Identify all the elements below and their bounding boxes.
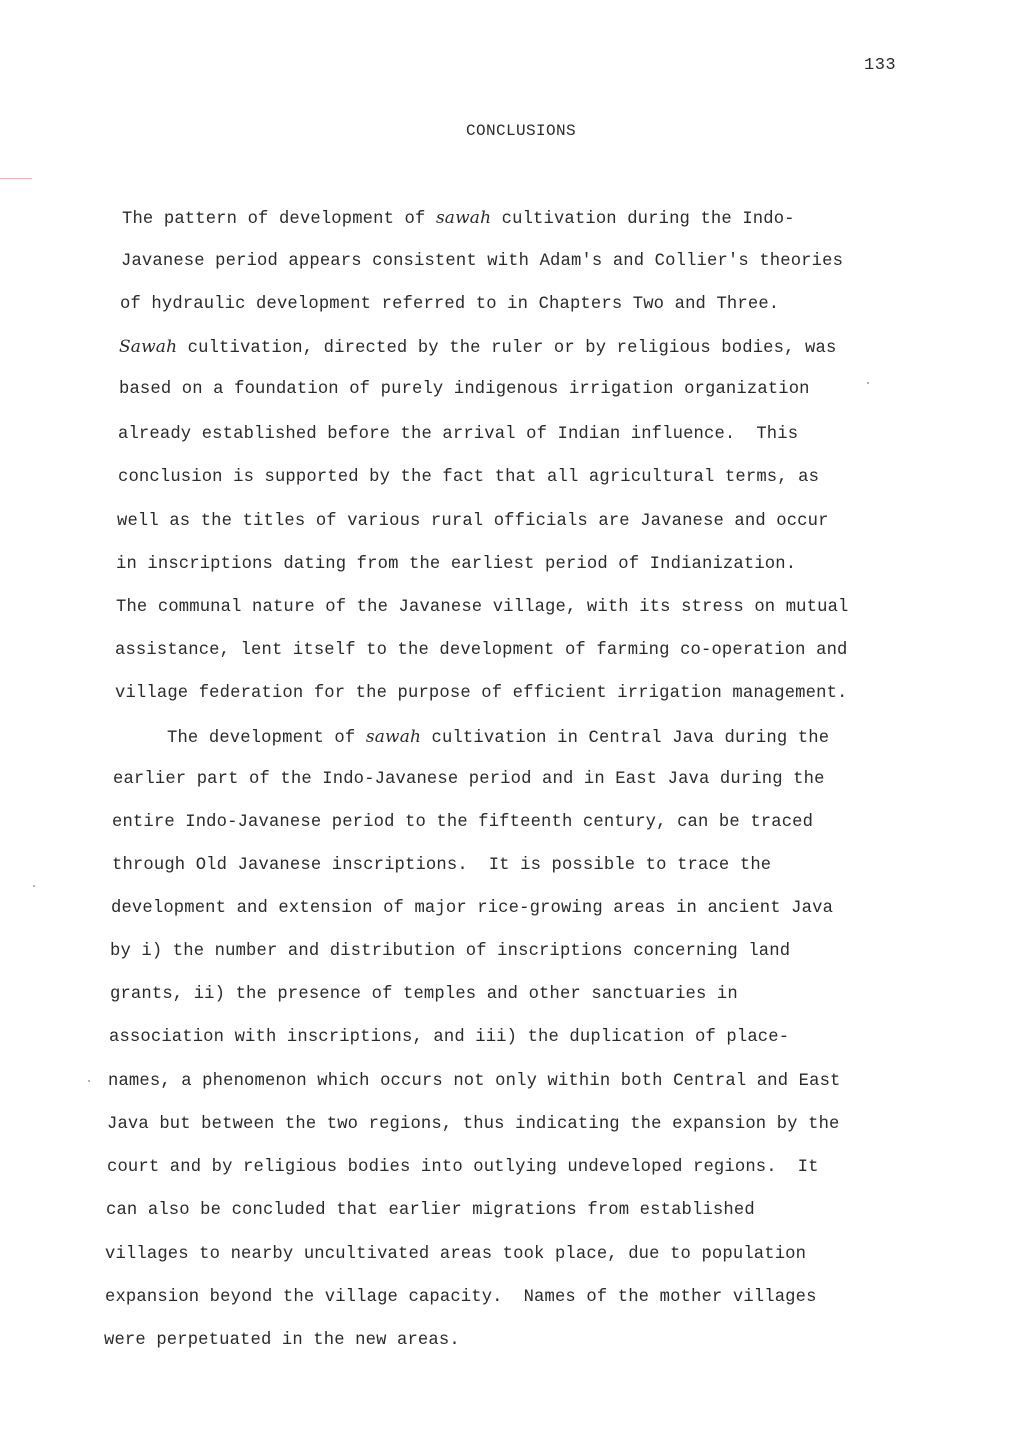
text-run: can also be concluded that earlier migrations from established (106, 1201, 755, 1220)
text-line (112, 813, 813, 833)
text-run: The communal nature of the Javanese village, with its stress on mutual (116, 598, 849, 617)
text-line (105, 1245, 806, 1265)
text-run: village federation for the purpose of efficient irrigation management. (115, 684, 848, 703)
text-run: conclusion is supported by the fact that all agricultural terms, as (118, 468, 820, 487)
text-line (116, 555, 796, 575)
text-line (110, 985, 738, 1005)
text-line (112, 856, 771, 876)
text-line (107, 1158, 819, 1178)
text-line (107, 1115, 840, 1135)
text-line (113, 770, 825, 790)
text-line (115, 641, 848, 661)
text-line (121, 252, 843, 272)
text-run: by i) the number and distribution of inscriptions concerning land (110, 942, 791, 961)
text-run: in inscriptions dating from the earliest period of Indianization. (116, 555, 797, 574)
italic-term: sawah (435, 208, 492, 228)
text-line (118, 468, 819, 488)
text-line (119, 380, 810, 400)
text-run: The development of (167, 729, 366, 748)
text-run: The pattern of development of (122, 210, 436, 229)
text-run: cultivation in Central Java during the (421, 729, 830, 748)
page-title: CONCLUSIONS (466, 122, 577, 140)
text-run: through Old Javanese inscriptions. It is possible to trace the (112, 856, 772, 875)
text-run: of hydraulic development referred to in Chapters Two and Three. (120, 295, 780, 314)
text-run: association with inscriptions, and iii) the duplication of place- (109, 1028, 790, 1047)
text-run: expansion beyond the village capacity. Names of the mother villages (105, 1288, 817, 1307)
text-run: well as the titles of various rural officials are Javanese and occur (117, 512, 829, 531)
text-run: earlier part of the Indo-Javanese period and in East Java during the (113, 770, 825, 789)
text-run: Javanese period appears consistent with Adam's and Collier's theories (121, 252, 844, 271)
italic-term: sawah (365, 727, 422, 747)
text-line (105, 1288, 817, 1308)
text-run: cultivation, directed by the ruler or by religious bodies, was (177, 339, 837, 358)
margin-mark (0, 178, 32, 179)
text-run: grants, ii) the presence of temples and other sanctuaries in (110, 985, 738, 1004)
text-run: based on a foundation of purely indigenous irrigation organization (119, 380, 810, 399)
text-line (120, 295, 779, 315)
text-line (110, 942, 790, 962)
text-line (122, 208, 795, 230)
text-run: entire Indo-Javanese period to the fifteenth century, can be traced (112, 813, 814, 832)
speck (33, 885, 35, 887)
text-line (117, 512, 829, 532)
italic-term: Sawah (119, 337, 178, 357)
text-run: were perpetuated in the new areas. (104, 1331, 460, 1350)
text-run: villages to nearby uncultivated areas took place, due to population (105, 1245, 807, 1264)
text-line (104, 1331, 460, 1351)
text-line (118, 425, 798, 445)
text-line (115, 684, 848, 704)
text-line (108, 1072, 841, 1092)
speck (88, 1080, 90, 1082)
text-line (167, 727, 829, 749)
text-run: already established before the arrival of Indian influence. This (118, 425, 799, 444)
page-number: 133 (864, 56, 897, 75)
text-run: cultivation during the Indo- (491, 210, 795, 229)
text-run: development and extension of major rice-growing areas in ancient Java (111, 899, 834, 918)
text-line (111, 899, 833, 919)
text-line (106, 1201, 755, 1221)
text-run: court and by religious bodies into outlying undeveloped regions. It (107, 1158, 819, 1177)
text-line (119, 337, 836, 359)
text-line (109, 1028, 789, 1048)
text-run: assistance, lent itself to the development of farming co-operation and (115, 641, 848, 660)
speck (867, 382, 869, 384)
text-run: Java but between the two regions, thus indicating the expansion by the (107, 1115, 840, 1134)
text-line (116, 598, 849, 618)
text-run: names, a phenomenon which occurs not only within both Central and East (108, 1072, 841, 1091)
